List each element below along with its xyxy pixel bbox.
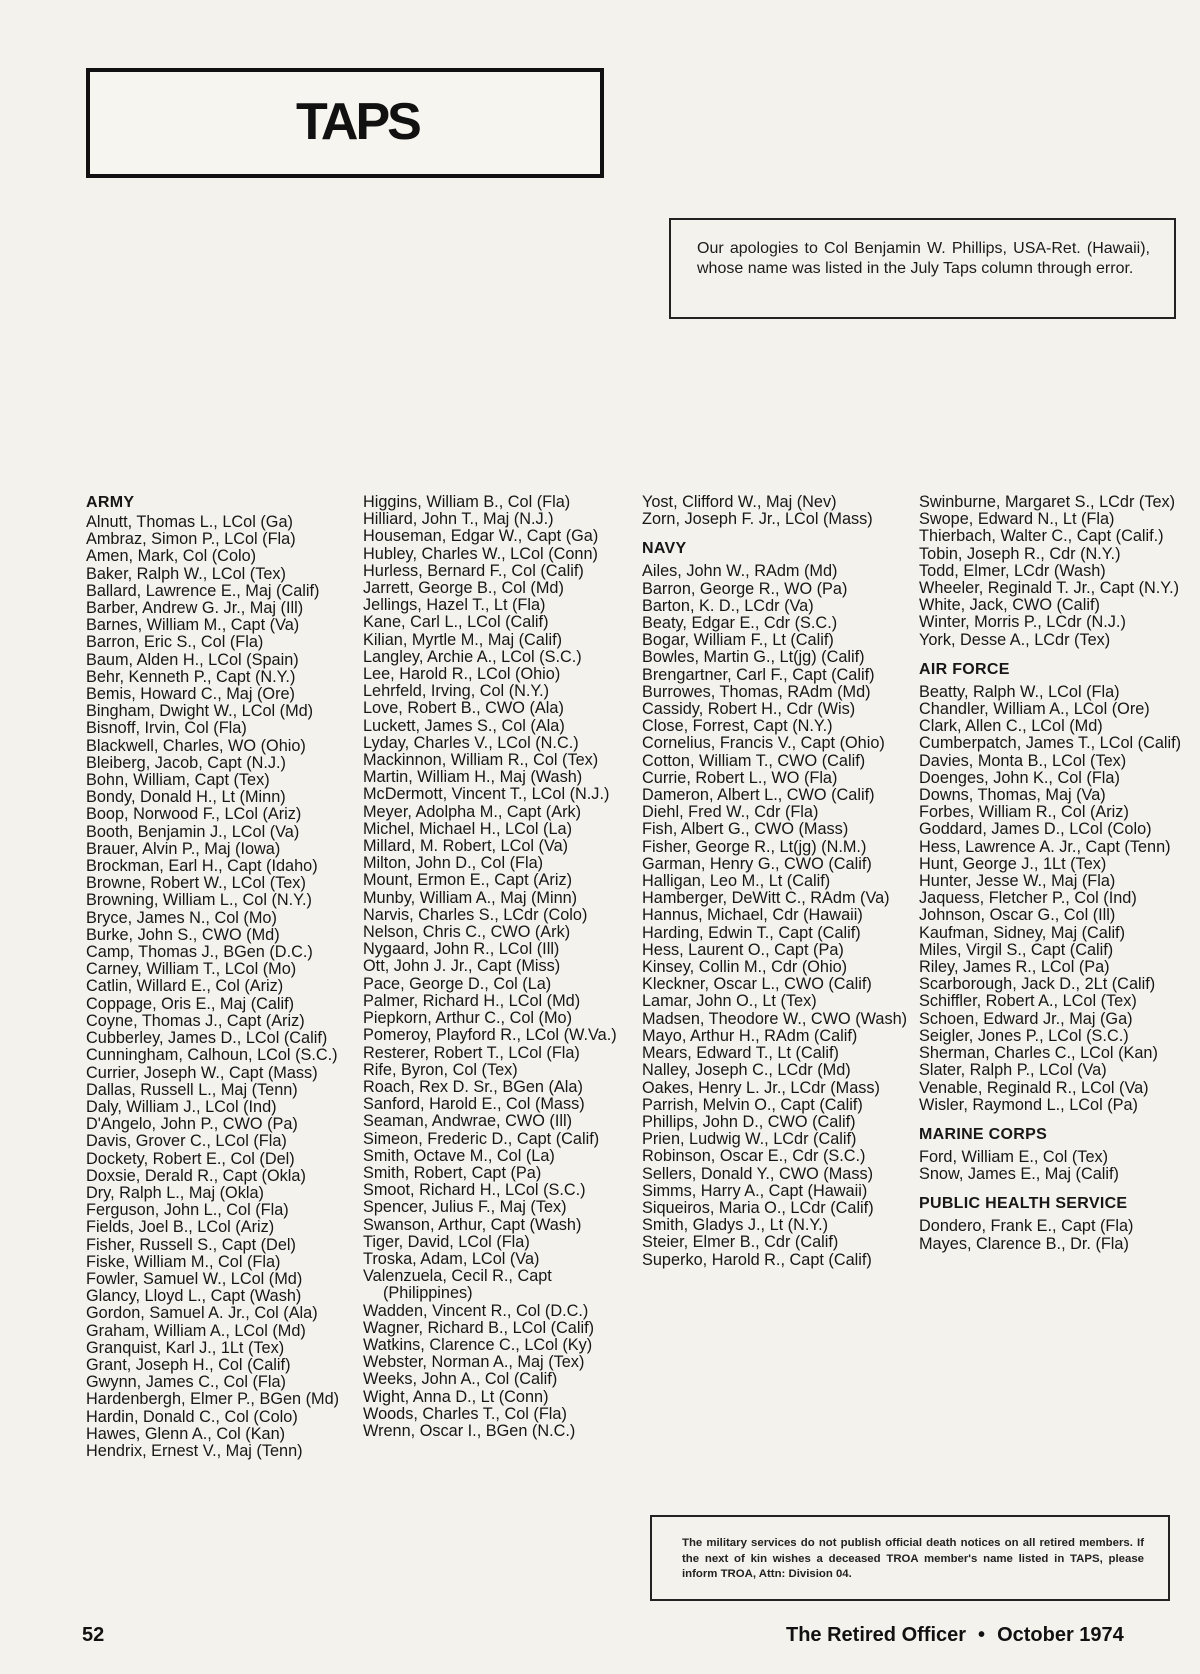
obituary-entry: Oakes, Henry L. Jr., LCdr (Mass)	[642, 1078, 880, 1097]
obituary-entry: Baker, Ralph W., LCol (Tex)	[86, 564, 286, 583]
obituary-entry: Dry, Ralph L., Maj (Okla)	[86, 1183, 264, 1202]
obituary-entry: Graham, William A., LCol (Md)	[86, 1321, 306, 1340]
obituary-entry: Woods, Charles T., Col (Fla)	[363, 1404, 567, 1423]
obituary-entry: Chandler, William A., LCol (Ore)	[919, 700, 1150, 719]
obituary-entry: Tobin, Joseph R., Cdr (N.Y.)	[919, 544, 1121, 563]
obituary-entry: Alnutt, Thomas L., LCol (Ga)	[86, 513, 293, 531]
obituary-entry: Ford, William E., Col (Tex)	[919, 1147, 1109, 1166]
obituary-entry: Phillips, John D., CWO (Calif)	[642, 1112, 856, 1131]
obituary-entry: Smith, Octave M., Col (La)	[363, 1146, 555, 1165]
obituary-entry: Dondero, Frank E., Capt (Fla)	[919, 1217, 1134, 1236]
obituary-entry: Superko, Harold R., Capt (Calif)	[642, 1250, 872, 1269]
obituary-entry: Cornelius, Francis V., Capt (Ohio)	[642, 734, 885, 753]
obituary-entry: Hunter, Jesse W., Maj (Fla)	[919, 872, 1116, 891]
obituary-entry: Barnes, William M., Capt (Va)	[86, 616, 300, 635]
obituary-entry: Doenges, John K., Col (Fla)	[919, 768, 1120, 787]
obituary-entry: Catlin, Willard E., Col (Ariz)	[86, 977, 284, 996]
obituary-entry: Prien, Ludwig W., LCdr (Calif)	[642, 1130, 857, 1149]
obituary-entry: Simms, Harry A., Capt (Hawaii)	[642, 1181, 868, 1200]
obituary-entry: Bryce, James N., Col (Mo)	[86, 908, 277, 927]
obituary-entry: Bondy, Donald H., Lt (Minn)	[86, 788, 286, 807]
obituary-entry: Hawes, Glenn A., Col (Kan)	[86, 1424, 286, 1443]
obituary-entry: Mackinnon, William R., Col (Tex)	[363, 751, 599, 770]
obituary-entry: Houseman, Edgar W., Capt (Ga)	[363, 527, 599, 546]
obituary-entry: Schoen, Edward Jr., Maj (Ga)	[919, 1009, 1133, 1028]
apology-notice: Our apologies to Col Benjamin W. Phillips, USA-Ret. (Hawaii), whose name was listed in the July Taps column through error.	[669, 218, 1176, 319]
obituary-entry: Hardenbergh, Elmer P., BGen (Md)	[86, 1390, 340, 1409]
obituary-entry: Troska, Adam, LCol (Va)	[363, 1249, 540, 1268]
obituary-entry: Browning, William L., Col (N.Y.)	[86, 891, 312, 910]
obituary-entry: McDermott, Vincent T., LCol (N.J.)	[363, 785, 610, 804]
obituary-entry: Sherman, Charles C., LCol (Kan)	[919, 1044, 1158, 1063]
obituary-entry: Jarrett, George B., Col (Md)	[363, 579, 564, 598]
obituary-entry: Roach, Rex D. Sr., BGen (Ala)	[363, 1077, 583, 1096]
obituary-entry: Sanford, Harold E., Col (Mass)	[363, 1095, 585, 1114]
obituary-entry: Mayo, Arthur H., RAdm (Calif)	[642, 1026, 858, 1045]
obituary-entry: Blackwell, Charles, WO (Ohio)	[86, 736, 306, 755]
obituary-entry: Harding, Edwin T., Capt (Calif)	[642, 923, 861, 942]
column-2	[363, 494, 635, 1440]
obituary-entry: Zorn, Joseph F. Jr., LCol (Mass)	[642, 510, 873, 529]
obituary-entry: Hurless, Bernard F., Col (Calif)	[363, 561, 584, 580]
section-heading: NAVY	[642, 540, 687, 558]
obituary-entry: Fields, Joel B., LCol (Ariz)	[86, 1218, 275, 1237]
obituary-entry: Webster, Norman A., Maj (Tex)	[363, 1353, 585, 1372]
obituary-entry: Davis, Grover C., LCol (Fla)	[86, 1132, 287, 1151]
obituary-entry: Cassidy, Robert H., Cdr (Wis)	[642, 700, 856, 719]
obituary-entry: Palmer, Richard H., LCol (Md)	[363, 991, 581, 1010]
obituary-entry: Lyday, Charles V., LCol (N.C.)	[363, 733, 579, 752]
obituary-entry: Riley, James R., LCol (Pa)	[919, 958, 1110, 977]
obituary-entry: Lamar, John O., Lt (Tex)	[642, 992, 817, 1011]
obituary-entry: Downs, Thomas, Maj (Va)	[919, 786, 1106, 805]
obituary-entry: Goddard, James D., LCol (Colo)	[919, 820, 1152, 839]
obituary-entry: Coyne, Thomas J., Capt (Ariz)	[86, 1011, 305, 1030]
obituary-entry: Ott, John J. Jr., Capt (Miss)	[363, 957, 561, 976]
obituary-entry: Love, Robert B., CWO (Ala)	[363, 699, 564, 718]
obituary-entry: Gwynn, James C., Col (Fla)	[86, 1373, 286, 1392]
obituary-entry: Miles, Virgil S., Capt (Calif)	[919, 940, 1114, 959]
obituary-entry: Fowler, Samuel W., LCol (Md)	[86, 1269, 303, 1288]
obituary-entry: Johnson, Oscar G., Col (Ill)	[919, 906, 1116, 925]
obituary-entry: Ailes, John W., RAdm (Md)	[642, 562, 838, 581]
troa-notice: The military services do not publish official death notices on all retired members. If the next of kin wishes a deceased TROA member's name listed in TAPS, please inform TROA, Attn: Division 04.	[650, 1515, 1170, 1601]
obituary-entry: Bogar, William F., Lt (Calif)	[642, 631, 834, 650]
obituary-entry: Wisler, Raymond L., LCol (Pa)	[919, 1095, 1138, 1114]
obituary-entry: Bowles, Martin G., Lt(jg) (Calif)	[642, 648, 865, 667]
obituary-entry: Barron, George R., WO (Pa)	[642, 579, 848, 598]
obituary-entry: Wheeler, Reginald T. Jr., Capt (N.Y.)	[919, 579, 1180, 598]
obituary-entry: Meyer, Adolpha M., Capt (Ark)	[363, 802, 582, 821]
section-heading: MARINE CORPS	[919, 1125, 1048, 1143]
obituary-entry: Lee, Harold R., LCol (Ohio)	[363, 665, 561, 684]
obituary-entry: Hannus, Michael, Cdr (Hawaii)	[642, 906, 863, 925]
obituary-entry: Close, Forrest, Capt (N.Y.)	[642, 717, 833, 736]
obituary-entry: Daly, William J., LCol (Ind)	[86, 1097, 277, 1116]
obituary-entry: Ballard, Lawrence E., Maj (Calif)	[86, 581, 320, 600]
page-number: 52	[82, 1624, 105, 1646]
obituary-entry: Ambraz, Simon P., LCol (Fla)	[86, 530, 296, 549]
obituary-entry: Fisher, Russell S., Capt (Del)	[86, 1235, 296, 1254]
obituary-entry: Resterer, Robert T., LCol (Fla)	[363, 1043, 580, 1062]
obituary-entry: Venable, Reginald R., LCol (Va)	[919, 1078, 1149, 1097]
obituary-entry: Amen, Mark, Col (Colo)	[86, 547, 257, 566]
obituary-entry: Hubley, Charles W., LCol (Conn)	[363, 544, 598, 563]
obituary-entry: Rife, Byron, Col (Tex)	[363, 1060, 518, 1079]
obituary-entry: Mayes, Clarence B., Dr. (Fla)	[919, 1234, 1129, 1253]
obituary-entry: Tiger, David, LCol (Fla)	[363, 1232, 530, 1251]
obituary-entry: Bleiberg, Jacob, Capt (N.J.)	[86, 753, 286, 772]
obituary-entry: Slater, Ralph P., LCol (Va)	[919, 1061, 1107, 1080]
obituary-entry: Hunt, George J., 1Lt (Tex)	[919, 854, 1107, 873]
obituary-entry: Michel, Michael H., LCol (La)	[363, 819, 573, 838]
obituary-entry: Garman, Henry G., CWO (Calif)	[642, 854, 872, 873]
separator-dot: •	[978, 1624, 986, 1646]
obituary-entry: Coppage, Oris E., Maj (Calif)	[86, 994, 295, 1013]
obituary-entry: Martin, William H., Maj (Wash)	[363, 768, 583, 787]
obituary-entry: Bisnoff, Irvin, Col (Fla)	[86, 719, 247, 738]
obituary-entry: Swope, Edward N., Lt (Fla)	[919, 510, 1115, 529]
obituary-entry: Hess, Laurent O., Capt (Pa)	[642, 940, 844, 959]
obituary-entry: Gordon, Samuel A. Jr., Col (Ala)	[86, 1304, 318, 1323]
obituary-entry: Thierbach, Walter C., Capt (Calif.)	[919, 527, 1164, 546]
obituary-entry: Bohn, William, Capt (Tex)	[86, 771, 270, 790]
footer-publication	[786, 1624, 1124, 1647]
obituary-entry: Kleckner, Oscar L., CWO (Calif)	[642, 975, 872, 994]
column-3	[642, 494, 914, 1269]
obituary-entry: Pace, George D., Col (La)	[363, 974, 552, 993]
obituary-entry: Fisher, George R., Lt(jg) (N.M.)	[642, 837, 867, 856]
obituary-entry: Kinsey, Collin M., Cdr (Ohio)	[642, 958, 848, 977]
obituary-entry: Snow, James E., Maj (Calif)	[919, 1165, 1119, 1184]
obituary-entry: Valenzuela, Cecil R., Capt (Philippines)	[363, 1267, 552, 1303]
obituary-entry: Narvis, Charles S., LCdr (Colo)	[363, 905, 588, 924]
obituary-entry: Langley, Archie A., LCol (S.C.)	[363, 647, 582, 666]
obituary-entry: Forbes, William R., Col (Ariz)	[919, 803, 1129, 822]
obituary-entry: Doxsie, Derald R., Capt (Okla)	[86, 1166, 306, 1185]
obituary-entry: Brauer, Alvin P., Maj (Iowa)	[86, 839, 281, 858]
obituary-entry: Glancy, Lloyd L., Capt (Wash)	[86, 1287, 302, 1306]
section-heading: PUBLIC HEALTH SERVICE	[919, 1195, 1128, 1213]
obituary-entry: York, Desse A., LCdr (Tex)	[919, 630, 1111, 649]
obituary-entry: Cotton, William T., CWO (Calif)	[642, 751, 866, 770]
obituary-entry: Kane, Carl L., LCol (Calif)	[363, 613, 549, 632]
obituary-entry: Barton, K. D., LCdr (Va)	[642, 596, 814, 615]
obituary-entry: Cumberpatch, James T., LCol (Calif)	[919, 734, 1182, 753]
obituary-entry: Hardin, Donald C., Col (Colo)	[86, 1407, 298, 1426]
obituary-entry: Millard, M. Robert, LCol (Va)	[363, 837, 569, 856]
obituary-entry: Booth, Benjamin J., LCol (Va)	[86, 822, 300, 841]
column-1	[86, 494, 358, 1460]
obituary-entry: Swanson, Arthur, Capt (Wash)	[363, 1215, 582, 1234]
title-box	[86, 68, 604, 178]
obituary-entry: Currier, Joseph W., Capt (Mass)	[86, 1063, 318, 1082]
obituary-entry: Boop, Norwood F., LCol (Ariz)	[86, 805, 302, 824]
obituary-entry: Schiffler, Robert A., LCol (Tex)	[919, 992, 1137, 1011]
obituary-entry: Davies, Monta B., LCol (Tex)	[919, 751, 1127, 770]
obituary-entry: Nalley, Joseph C., LCdr (Md)	[642, 1061, 851, 1080]
obituary-entry: Bemis, Howard C., Maj (Ore)	[86, 685, 295, 704]
obituary-entry: Burke, John S., CWO (Md)	[86, 925, 280, 944]
obituary-entry: Mount, Ermon E., Capt (Ariz)	[363, 871, 573, 890]
obituary-entry: Jaquess, Fletcher P., Col (Ind)	[919, 889, 1137, 908]
obituary-entry: Ferguson, John L., Col (Fla)	[86, 1201, 289, 1220]
obituary-entry: Hamberger, DeWitt C., RAdm (Va)	[642, 889, 890, 908]
obituary-entry: Jellings, Hazel T., Lt (Fla)	[363, 596, 546, 615]
section-heading: AIR FORCE	[919, 660, 1010, 678]
obituary-entry: Hess, Lawrence A. Jr., Capt (Tenn)	[919, 837, 1171, 856]
obituary-entry: Simeon, Frederic D., Capt (Calif)	[363, 1129, 600, 1148]
obituary-entry: Madsen, Theodore W., CWO (Wash)	[642, 1009, 908, 1028]
obituary-entry: Hilliard, John T., Maj (N.J.)	[363, 510, 554, 529]
obituary-entry: Halligan, Leo M., Lt (Calif)	[642, 872, 831, 891]
page-title: TAPS	[296, 93, 419, 151]
obituary-entry: Granquist, Karl J., 1Lt (Tex)	[86, 1338, 285, 1357]
obituary-entry: White, Jack, CWO (Calif)	[919, 596, 1100, 615]
obituary-entry: Nygaard, John R., LCol (Ill)	[363, 940, 560, 959]
obituary-entry: Watkins, Clarence C., LCol (Ky)	[363, 1335, 593, 1354]
obituary-entry: Siqueiros, Maria O., LCdr (Calif)	[642, 1198, 874, 1217]
obituary-entry: Barron, Eric S., Col (Fla)	[86, 633, 264, 652]
obituary-entry: Fiske, William M., Col (Fla)	[86, 1252, 281, 1271]
obituary-entry: Piepkorn, Arthur C., Col (Mo)	[363, 1009, 573, 1028]
obituary-entry: Dockety, Robert E., Col (Del)	[86, 1149, 295, 1168]
obituary-entry: Swinburne, Margaret S., LCdr (Tex)	[919, 493, 1176, 511]
obituary-entry: Smith, Robert, Capt (Pa)	[363, 1163, 542, 1182]
obituary-entry: Brockman, Earl H., Capt (Idaho)	[86, 857, 318, 876]
obituary-entry: Baum, Alden H., LCol (Spain)	[86, 650, 299, 669]
obituary-entry: Mears, Edward T., Lt (Calif)	[642, 1044, 839, 1063]
obituary-entry: Milton, John D., Col (Fla)	[363, 854, 544, 873]
obituary-entry: Luckett, James S., Col (Ala)	[363, 716, 565, 735]
obituary-entry: Dameron, Albert L., CWO (Calif)	[642, 786, 875, 805]
obituary-entry: Dallas, Russell L., Maj (Tenn)	[86, 1080, 298, 1099]
obituary-entry: Seigler, Jones P., LCol (S.C.)	[919, 1026, 1129, 1045]
publication-name: The Retired Officer	[786, 1624, 967, 1646]
section-heading: ARMY	[86, 494, 135, 511]
obituary-entry: Diehl, Fred W., Cdr (Fla)	[642, 803, 819, 822]
obituary-entry: Burrowes, Thomas, RAdm (Md)	[642, 682, 871, 701]
obituary-entry: Wrenn, Oscar I., BGen (N.C.)	[363, 1421, 576, 1440]
obituary-entry: Cunningham, Calhoun, LCol (S.C.)	[86, 1046, 338, 1065]
obituary-entry: Carney, William T., LCol (Mo)	[86, 960, 297, 979]
obituary-entry: Barber, Andrew G. Jr., Maj (Ill)	[86, 599, 304, 618]
obituary-entry: Lehrfeld, Irving, Col (N.Y.)	[363, 682, 550, 701]
obituary-entry: Cubberley, James D., LCol (Calif)	[86, 1029, 328, 1048]
obituary-entry: Camp, Thomas J., BGen (D.C.)	[86, 943, 313, 962]
obituary-entry: Wagner, Richard B., LCol (Calif)	[363, 1318, 595, 1337]
obituary-entry: Sellers, Donald Y., CWO (Mass)	[642, 1164, 874, 1183]
obituary-entry: Steier, Elmer B., Cdr (Calif)	[642, 1233, 839, 1252]
obituary-entry: Currie, Robert L., WO (Fla)	[642, 768, 838, 787]
obituary-entry: Yost, Clifford W., Maj (Nev)	[642, 493, 837, 511]
obituary-entry: D'Angelo, John P., CWO (Pa)	[86, 1115, 298, 1134]
obituary-entry: Brengartner, Carl F., Capt (Calif)	[642, 665, 875, 684]
obituary-entry: Grant, Joseph H., Col (Calif)	[86, 1355, 291, 1374]
obituary-entry: Spencer, Julius F., Maj (Tex)	[363, 1198, 567, 1217]
obituary-entry: Nelson, Chris C., CWO (Ark)	[363, 923, 571, 942]
obituary-entry: Kilian, Myrtle M., Maj (Calif)	[363, 630, 563, 649]
obituary-entry: Smith, Gladys J., Lt (N.Y.)	[642, 1216, 829, 1235]
column-4	[919, 494, 1191, 1253]
obituary-entry: Todd, Elmer, LCdr (Wash)	[919, 561, 1106, 580]
obituary-entry: Munby, William A., Maj (Minn)	[363, 888, 578, 907]
obituary-entry: Pomeroy, Playford R., LCol (W.Va.)	[363, 1026, 617, 1045]
obituary-entry: Seaman, Andwrae, CWO (Ill)	[363, 1112, 573, 1131]
obituary-entry: Wight, Anna D., Lt (Conn)	[363, 1387, 549, 1406]
issue-date: October 1974	[997, 1624, 1124, 1646]
obituary-entry: Kaufman, Sidney, Maj (Calif)	[919, 923, 1126, 942]
obituary-entry: Winter, Morris P., LCdr (N.J.)	[919, 613, 1126, 632]
obituary-entry: Fish, Albert G., CWO (Mass)	[642, 820, 849, 839]
obituary-entry: Beatty, Ralph W., LCol (Fla)	[919, 682, 1120, 701]
obituary-entry: Browne, Robert W., LCol (Tex)	[86, 874, 306, 893]
obituary-entry: Weeks, John A., Col (Calif)	[363, 1370, 558, 1389]
obituary-entry: Wadden, Vincent R., Col (D.C.)	[363, 1301, 589, 1320]
obituary-entry: Bingham, Dwight W., LCol (Md)	[86, 702, 314, 721]
obituary-entry: Smoot, Richard H., LCol (S.C.)	[363, 1181, 586, 1200]
obituary-entry: Behr, Kenneth P., Capt (N.Y.)	[86, 667, 296, 686]
obituary-entry: Robinson, Oscar E., Cdr (S.C.)	[642, 1147, 866, 1166]
obituary-entry: Clark, Allen C., LCol (Md)	[919, 717, 1103, 736]
obituary-entry: Scarborough, Jack D., 2Lt (Calif)	[919, 975, 1156, 994]
obituary-entry: Hendrix, Ernest V., Maj (Tenn)	[86, 1441, 303, 1460]
obituary-entry: Beaty, Edgar E., Cdr (S.C.)	[642, 614, 838, 633]
obituary-entry: Higgins, William B., Col (Fla)	[363, 493, 571, 511]
obituary-entry: Parrish, Melvin O., Capt (Calif)	[642, 1095, 863, 1114]
